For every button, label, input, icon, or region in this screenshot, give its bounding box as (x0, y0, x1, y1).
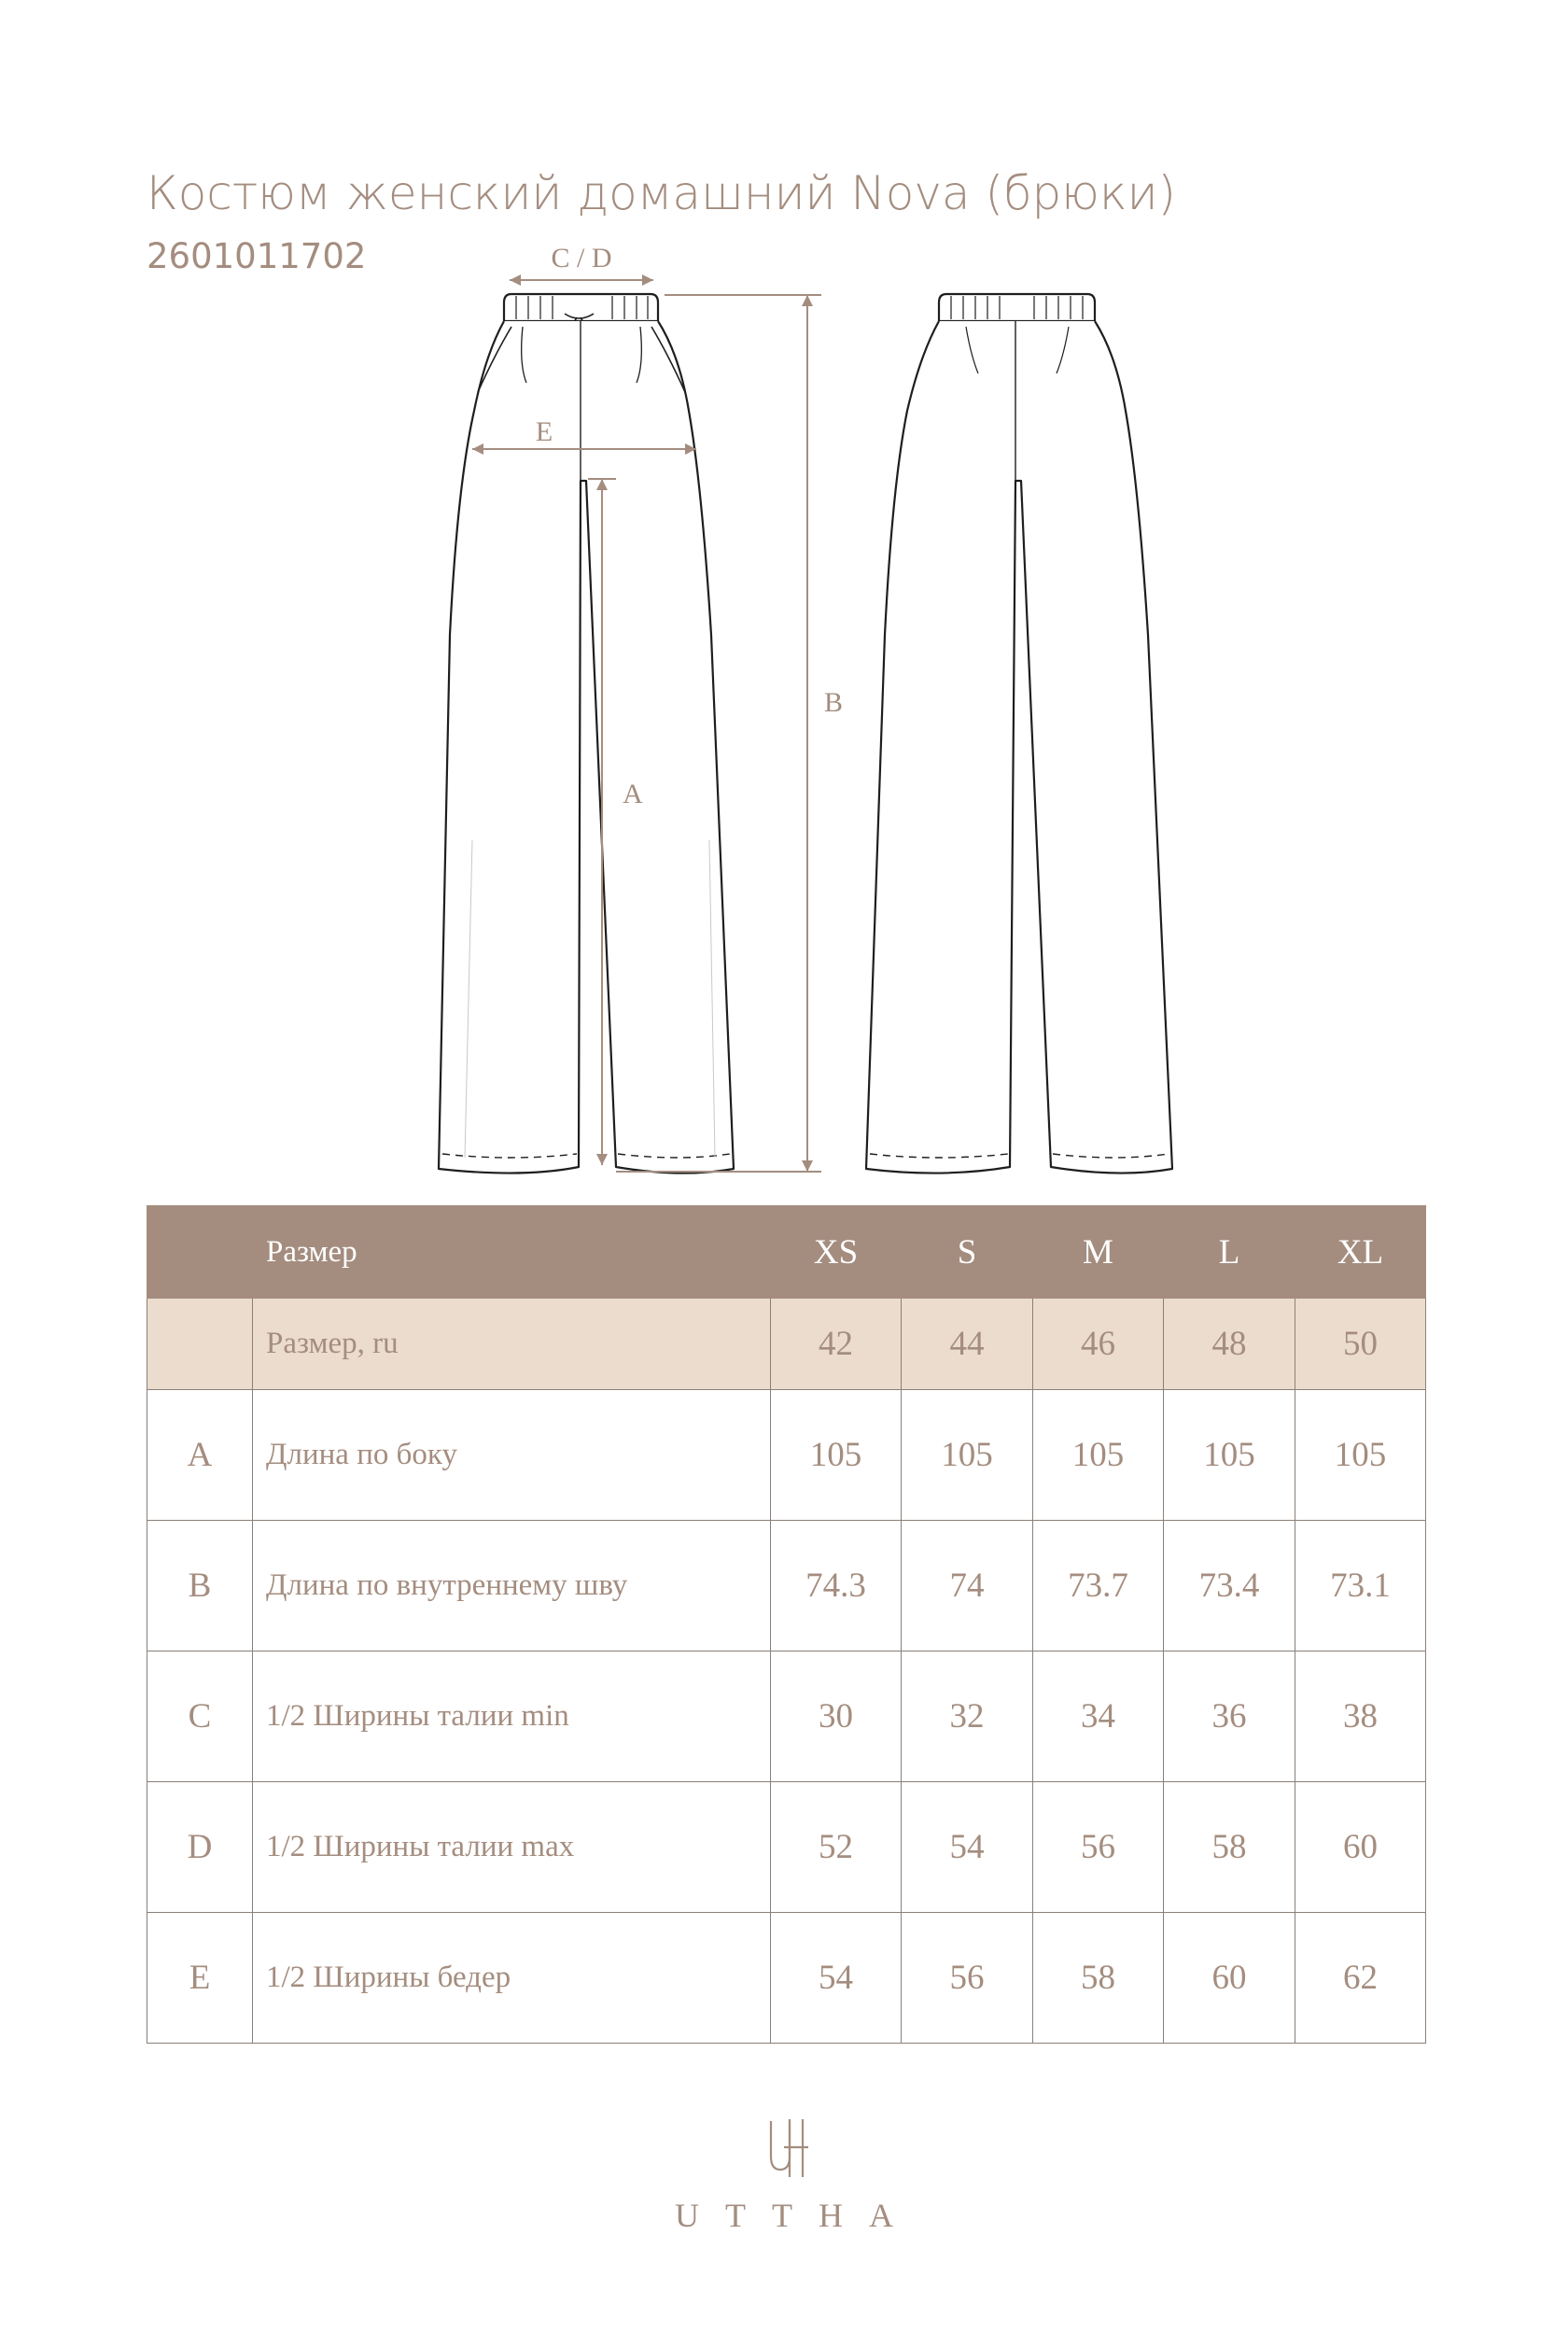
front-view-pants (439, 294, 734, 1174)
row-value: 105 (771, 1390, 902, 1521)
header-size-cell: S (902, 1206, 1033, 1299)
row-marker: E (147, 1913, 253, 2044)
table-row (147, 1782, 1426, 1913)
dimension-label-b: B (823, 687, 844, 718)
row-value: 73.7 (1033, 1521, 1164, 1651)
row-value: 60 (1164, 1913, 1295, 2044)
row-marker: B (147, 1521, 253, 1651)
table-row (147, 1651, 1426, 1782)
row-value: 56 (1033, 1782, 1164, 1913)
ru-size-cell: 42 (771, 1299, 902, 1390)
header-size-cell: XL (1295, 1206, 1426, 1299)
header-size-cell: M (1033, 1206, 1164, 1299)
row-value: 58 (1164, 1782, 1295, 1913)
ru-size-cell: 46 (1033, 1299, 1164, 1390)
row-value: 74.3 (771, 1521, 902, 1651)
ru-size-cell: 50 (1295, 1299, 1426, 1390)
row-value: 54 (902, 1782, 1033, 1913)
row-value: 74 (902, 1521, 1033, 1651)
row-value: 73.4 (1164, 1521, 1295, 1651)
row-label: Длина по боку (253, 1390, 771, 1521)
back-view-pants (866, 294, 1172, 1174)
ru-size-cell: 48 (1164, 1299, 1295, 1390)
row-marker: D (147, 1782, 253, 1913)
row-value: 105 (1164, 1390, 1295, 1521)
product-title: Костюм женский домашний Nova (брюки) (147, 166, 1177, 220)
row-label: 1/2 Ширины бедер (253, 1913, 771, 2044)
row-value: 60 (1295, 1782, 1426, 1913)
row-value: 36 (1164, 1651, 1295, 1782)
header-size-cell: L (1164, 1206, 1295, 1299)
row-value: 105 (1295, 1390, 1426, 1521)
row-label: 1/2 Ширины талии min (253, 1651, 771, 1782)
ru-marker-cell (147, 1299, 253, 1390)
table-header-row (147, 1206, 1426, 1299)
row-value: 30 (771, 1651, 902, 1782)
row-value: 105 (1033, 1390, 1164, 1521)
row-value: 62 (1295, 1913, 1426, 2044)
row-value: 105 (902, 1390, 1033, 1521)
row-value: 32 (902, 1651, 1033, 1782)
dimension-label-cd: C / D (551, 243, 612, 274)
header-size-cell: XS (771, 1206, 902, 1299)
row-value: 73.1 (1295, 1521, 1426, 1651)
row-value: 38 (1295, 1651, 1426, 1782)
brand-wordmark: UTTHA (675, 2197, 919, 2234)
row-value: 54 (771, 1913, 902, 2044)
header-marker-cell (147, 1206, 253, 1299)
header-label-cell: Размер (253, 1206, 771, 1299)
table-row (147, 1913, 1426, 2044)
ru-size-row (147, 1299, 1426, 1390)
ru-size-cell: 44 (902, 1299, 1033, 1390)
row-marker: C (147, 1651, 253, 1782)
row-value: 34 (1033, 1651, 1164, 1782)
row-marker: A (147, 1390, 253, 1521)
dimension-label-a: A (623, 779, 643, 809)
dimension-label-e: E (535, 416, 553, 447)
row-value: 52 (771, 1782, 902, 1913)
row-label: 1/2 Ширины талии max (253, 1782, 771, 1913)
size-chart-table (147, 1205, 1426, 2044)
article-number: 2601011702 (147, 236, 367, 276)
row-value: 58 (1033, 1913, 1164, 2044)
row-label: Длина по внутреннему шву (253, 1521, 771, 1651)
table-row (147, 1390, 1426, 1521)
ru-label-cell: Размер, ru (253, 1299, 771, 1390)
row-value: 56 (902, 1913, 1033, 2044)
table-row (147, 1521, 1426, 1651)
